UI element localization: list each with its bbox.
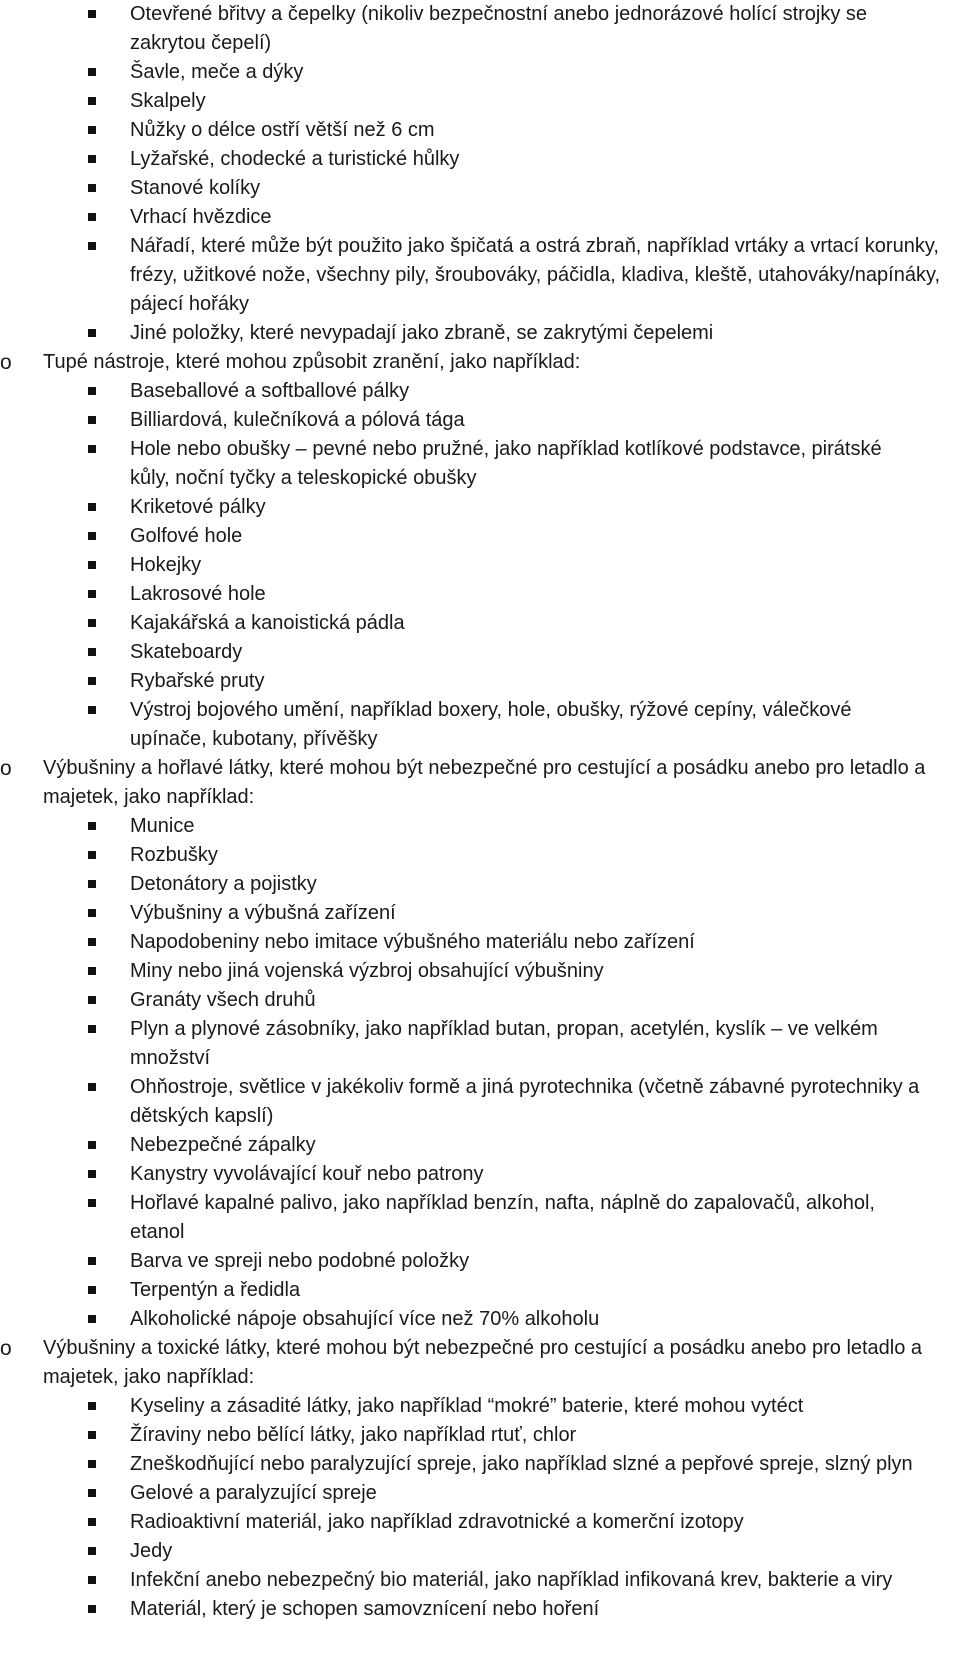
list-item-text: Nebezpečné zápalky <box>130 1134 316 1156</box>
list-item-text: Ohňostroje, světlice v jakékoliv formě a jiná pyrotechnika (včetně zábavné pyrotechniky a dětských kapslí) <box>130 1076 920 1127</box>
list-item <box>0 1479 942 1508</box>
list-item <box>0 1537 942 1566</box>
section-list <box>0 348 960 1624</box>
list-item-text: Materiál, který je schopen samovznícení nebo hoření <box>130 1598 600 1620</box>
square-bullet-icon <box>88 1315 96 1323</box>
square-bullet-icon <box>88 938 96 946</box>
square-bullet-icon <box>88 10 96 18</box>
list-item-text: Kriketové pálky <box>130 496 266 518</box>
list-item-text: Nářadí, které může být použito jako špičatá a ostrá zbraň, například vrtáky a vrtací korunky, frézy, užitkové nože, všechny pily, šroubováky, páčidla, kladiva, kleště, utahováky/napínáky, pájecí hořáky <box>130 235 941 315</box>
list-item <box>0 1566 942 1595</box>
square-bullet-icon <box>88 1083 96 1091</box>
list-item <box>0 1508 942 1537</box>
square-bullet-icon <box>88 155 96 163</box>
list-item-text: Nůžky o délce ostří větší než 6 cm <box>130 119 435 141</box>
square-bullet-icon <box>88 648 96 656</box>
square-bullet-icon <box>88 822 96 830</box>
list-item <box>0 899 942 928</box>
list-item <box>0 1392 942 1421</box>
list-item-text: Zneškodňující nebo paralyzující spreje, jako například slzné a pepřové spreje, slzný plyn <box>130 1453 913 1475</box>
list-item-text: Hořlavé kapalné palivo, jako například benzín, nafta, náplně do zapalovačů, alkohol, etanol <box>130 1192 875 1243</box>
list-item-text: Kanystry vyvolávající kouř nebo patrony <box>130 1163 484 1185</box>
section-sublist <box>0 377 942 754</box>
intro-list <box>0 0 960 348</box>
square-bullet-icon <box>88 590 96 598</box>
square-bullet-icon <box>88 967 96 975</box>
list-item <box>0 406 942 435</box>
list-item <box>0 435 942 493</box>
list-item <box>0 58 960 87</box>
square-bullet-icon <box>88 880 96 888</box>
list-item-text: Výbušniny a výbušná zařízení <box>130 902 396 924</box>
list-item-text: Vrhací hvězdice <box>130 206 272 228</box>
list-item-text: Granáty všech druhů <box>130 989 316 1011</box>
section-item <box>0 348 960 754</box>
list-item-text: Infekční anebo nebezpečný bio materiál, jako například infikovaná krev, bakterie a viry <box>130 1569 893 1591</box>
section-sublist <box>0 1392 942 1624</box>
list-item-text: Billiardová, kulečníková a pólová tága <box>130 409 465 431</box>
list-item <box>0 232 960 319</box>
list-item <box>0 667 942 696</box>
list-item-text: Kajakářská a kanoistická pádla <box>130 612 405 634</box>
list-item-text: Miny nebo jiná vojenská výzbroj obsahující výbušniny <box>130 960 604 982</box>
square-bullet-icon <box>88 1257 96 1265</box>
section-item <box>0 754 960 1334</box>
list-item <box>0 638 942 667</box>
list-item-text: Hokejky <box>130 554 202 576</box>
square-bullet-icon <box>88 503 96 511</box>
section-title: Výbušniny a hořlavé látky, které mohou být nebezpečné pro cestující a posádku anebo pro letadlo a majetek, jako například: <box>43 757 926 808</box>
square-bullet-icon <box>88 416 96 424</box>
list-item <box>0 116 960 145</box>
list-item-text: Baseballové a softballové pálky <box>130 380 410 402</box>
list-item-text: Lakrosové hole <box>130 583 266 605</box>
square-bullet-icon <box>88 1286 96 1294</box>
list-item <box>0 493 942 522</box>
square-bullet-icon <box>88 1141 96 1149</box>
circle-bullet-icon: o <box>0 1337 12 1360</box>
list-item <box>0 1015 942 1073</box>
square-bullet-icon <box>88 532 96 540</box>
square-bullet-icon <box>88 677 96 685</box>
list-item <box>0 0 960 58</box>
list-item <box>0 841 942 870</box>
list-item-text: Šavle, meče a dýky <box>130 61 304 83</box>
list-item <box>0 1450 942 1479</box>
section-title: Tupé nástroje, které mohou způsobit zranění, jako například: <box>43 351 581 373</box>
list-item <box>0 870 942 899</box>
square-bullet-icon <box>88 1547 96 1555</box>
square-bullet-icon <box>88 1431 96 1439</box>
list-item-text: Jedy <box>130 1540 173 1562</box>
list-item-text: Skalpely <box>130 90 206 112</box>
list-item <box>0 609 942 638</box>
list-item-text: Gelové a paralyzující spreje <box>130 1482 377 1504</box>
list-item-text: Kyseliny a zásadité látky, jako například “mokré” baterie, které mohou vytéct <box>130 1395 804 1417</box>
list-item <box>0 1247 942 1276</box>
list-item <box>0 580 942 609</box>
list-item-text: Žíraviny nebo bělící látky, jako například rtuť, chlor <box>130 1424 577 1446</box>
list-item-text: Munice <box>130 815 195 837</box>
list-item-text: Rybařské pruty <box>130 670 265 692</box>
list-item-text: Alkoholické nápoje obsahující více než 70% alkoholu <box>130 1308 600 1330</box>
list-item-text: Detonátory a pojistky <box>130 873 317 895</box>
list-item <box>0 551 942 580</box>
list-item <box>0 1305 942 1334</box>
square-bullet-icon <box>88 1170 96 1178</box>
list-item-text: Napodobeniny nebo imitace výbušného materiálu nebo zařízení <box>130 931 695 953</box>
square-bullet-icon <box>88 1199 96 1207</box>
section-sublist <box>0 812 942 1334</box>
circle-bullet-icon: o <box>0 757 12 780</box>
list-item <box>0 957 942 986</box>
square-bullet-icon <box>88 851 96 859</box>
square-bullet-icon <box>88 97 96 105</box>
list-item <box>0 928 942 957</box>
square-bullet-icon <box>88 1025 96 1033</box>
list-item-text: Radioaktivní materiál, jako například zdravotnické a komerční izotopy <box>130 1511 744 1533</box>
square-bullet-icon <box>88 387 96 395</box>
list-item <box>0 1131 942 1160</box>
square-bullet-icon <box>88 619 96 627</box>
square-bullet-icon <box>88 996 96 1004</box>
list-item <box>0 174 960 203</box>
list-item <box>0 1160 942 1189</box>
list-item <box>0 319 960 348</box>
list-item-text: Rozbušky <box>130 844 218 866</box>
square-bullet-icon <box>88 1489 96 1497</box>
square-bullet-icon <box>88 1460 96 1468</box>
list-item-text: Golfové hole <box>130 525 243 547</box>
section-title: Výbušniny a toxické látky, které mohou být nebezpečné pro cestující a posádku anebo pro letadlo a majetek, jako například: <box>43 1337 923 1388</box>
list-item <box>0 986 942 1015</box>
square-bullet-icon <box>88 1605 96 1613</box>
list-item <box>0 1595 942 1624</box>
square-bullet-icon <box>88 184 96 192</box>
square-bullet-icon <box>88 213 96 221</box>
list-item <box>0 87 960 116</box>
list-item <box>0 522 942 551</box>
list-item <box>0 812 942 841</box>
square-bullet-icon <box>88 1576 96 1584</box>
list-item-text: Lyžařské, chodecké a turistické hůlky <box>130 148 460 170</box>
square-bullet-icon <box>88 706 96 714</box>
list-item-text: Hole nebo obušky – pevné nebo pružné, jako například kotlíkové podstavce, pirátské kůly, noční tyčky a teleskopické obušky <box>130 438 882 489</box>
square-bullet-icon <box>88 1402 96 1410</box>
list-item <box>0 145 960 174</box>
square-bullet-icon <box>88 909 96 917</box>
circle-bullet-icon: o <box>0 351 12 374</box>
list-item <box>0 696 942 754</box>
square-bullet-icon <box>88 242 96 250</box>
section-item <box>0 1334 960 1624</box>
square-bullet-icon <box>88 126 96 134</box>
square-bullet-icon <box>88 445 96 453</box>
square-bullet-icon <box>88 561 96 569</box>
list-item <box>0 1073 942 1131</box>
list-item <box>0 1276 942 1305</box>
list-item-text: Otevřené břitvy a čepelky (nikoliv bezpečnostní anebo jednorázové holící strojky se zakrytou čepelí) <box>130 3 868 54</box>
list-item <box>0 377 942 406</box>
list-item-text: Stanové kolíky <box>130 177 261 199</box>
list-item <box>0 203 960 232</box>
square-bullet-icon <box>88 1518 96 1526</box>
list-item <box>0 1189 942 1247</box>
list-item-text: Skateboardy <box>130 641 243 663</box>
list-item-text: Jiné položky, které nevypadají jako zbraně, se zakrytými čepelemi <box>130 322 714 344</box>
square-bullet-icon <box>88 68 96 76</box>
list-item-text: Barva ve spreji nebo podobné položky <box>130 1250 470 1272</box>
square-bullet-icon <box>88 329 96 337</box>
list-item-text: Výstroj bojového umění, například boxery, hole, obušky, rýžové cepíny, válečkové upínače, kubotany, přívěšky <box>130 699 852 750</box>
list-item <box>0 1421 942 1450</box>
list-item-text: Plyn a plynové zásobníky, jako například butan, propan, acetylén, kyslík – ve velkém množství <box>130 1018 878 1069</box>
list-item-text: Terpentýn a ředidla <box>130 1279 301 1301</box>
